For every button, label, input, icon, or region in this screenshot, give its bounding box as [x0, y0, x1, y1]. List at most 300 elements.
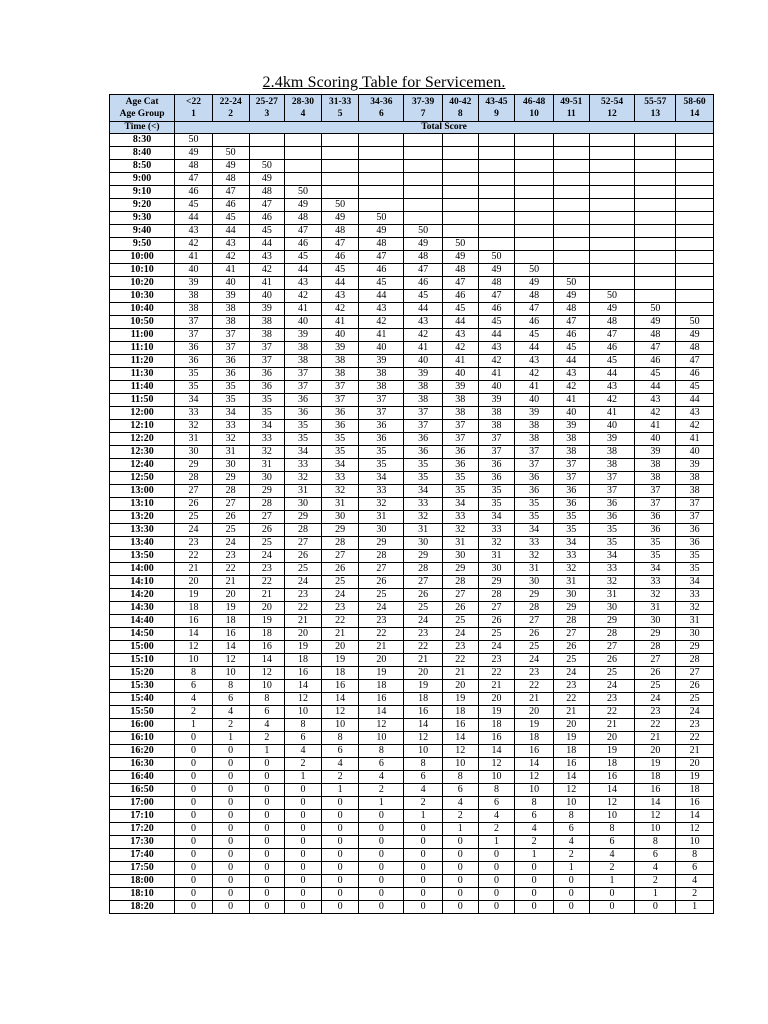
table-row: [110, 342, 714, 355]
score-cell: 8: [404, 758, 443, 771]
score-cell: 12: [285, 693, 322, 706]
score-cell: 48: [589, 316, 635, 329]
score-cell: 19: [553, 732, 589, 745]
score-cell: 36: [359, 433, 404, 446]
time-cell: 17:20: [110, 823, 175, 836]
score-cell: 45: [212, 212, 249, 225]
score-cell: 45: [515, 329, 554, 342]
score-cell: 10: [321, 719, 359, 732]
score-cell: 2: [175, 706, 213, 719]
score-cell: 36: [478, 459, 515, 472]
score-cell: 21: [285, 615, 322, 628]
score-cell: 33: [249, 433, 285, 446]
score-cell: 0: [404, 862, 443, 875]
score-cell: 18: [175, 602, 213, 615]
score-cell: 8: [175, 667, 213, 680]
table-row: [110, 849, 714, 862]
table-row: [110, 862, 714, 875]
empty-cell: [442, 199, 478, 212]
table-row: [110, 277, 714, 290]
score-cell: 35: [676, 563, 714, 576]
score-cell: 0: [589, 901, 635, 914]
score-cell: 8: [285, 719, 322, 732]
table-row: [110, 329, 714, 342]
score-cell: 30: [212, 459, 249, 472]
score-cell: 20: [553, 719, 589, 732]
score-cell: 44: [635, 381, 676, 394]
score-cell: 10: [249, 680, 285, 693]
score-cell: 0: [212, 901, 249, 914]
score-cell: 0: [442, 875, 478, 888]
table-row: [110, 290, 714, 303]
time-cell: 17:30: [110, 836, 175, 849]
score-cell: 39: [635, 446, 676, 459]
age-group-number: 11: [566, 109, 576, 119]
score-cell: 42: [553, 381, 589, 394]
age-range-label: 37-39: [412, 97, 435, 107]
score-cell: 36: [635, 511, 676, 524]
score-cell: 43: [175, 225, 213, 238]
score-cell: 2: [553, 849, 589, 862]
empty-cell: [478, 160, 515, 173]
age-column-header: [212, 95, 249, 122]
score-cell: 40: [515, 394, 554, 407]
score-cell: 10: [175, 654, 213, 667]
score-cell: 50: [478, 251, 515, 264]
age-column-header: [635, 95, 676, 122]
score-cell: 37: [321, 381, 359, 394]
age-range-label: 55-57: [644, 97, 667, 107]
score-cell: 25: [321, 576, 359, 589]
score-cell: 27: [553, 628, 589, 641]
score-cell: 20: [589, 732, 635, 745]
time-cell: 9:20: [110, 199, 175, 212]
score-cell: 29: [321, 524, 359, 537]
score-cell: 4: [321, 758, 359, 771]
empty-cell: [359, 186, 404, 199]
score-cell: 33: [515, 537, 554, 550]
score-cell: 20: [676, 758, 714, 771]
score-cell: 28: [515, 602, 554, 615]
score-cell: 20: [359, 654, 404, 667]
score-cell: 46: [175, 186, 213, 199]
age-group-number: 7: [420, 109, 426, 119]
time-cell: 14:30: [110, 602, 175, 615]
score-cell: 31: [212, 446, 249, 459]
table-row: [110, 719, 714, 732]
score-cell: 33: [212, 420, 249, 433]
score-cell: 12: [515, 771, 554, 784]
score-cell: 0: [404, 823, 443, 836]
empty-cell: [515, 225, 554, 238]
score-cell: 36: [553, 485, 589, 498]
score-cell: 43: [212, 238, 249, 251]
empty-cell: [478, 147, 515, 160]
table-row: [110, 355, 714, 368]
score-cell: 49: [249, 173, 285, 186]
table-row: [110, 524, 714, 537]
table-row: [110, 459, 714, 472]
time-cell: 14:10: [110, 576, 175, 589]
score-cell: 35: [285, 433, 322, 446]
score-cell: 0: [359, 823, 404, 836]
score-cell: 8: [515, 797, 554, 810]
score-cell: 29: [249, 485, 285, 498]
score-cell: 26: [359, 576, 404, 589]
empty-cell: [635, 225, 676, 238]
age-range-label: 43-45: [485, 97, 508, 107]
score-cell: 23: [359, 615, 404, 628]
time-cell: 11:40: [110, 381, 175, 394]
age-group-number: 9: [494, 109, 499, 119]
score-cell: 19: [285, 641, 322, 654]
score-cell: 31: [404, 524, 443, 537]
score-cell: 19: [515, 719, 554, 732]
score-cell: 29: [285, 511, 322, 524]
score-cell: 4: [478, 810, 515, 823]
score-cell: 50: [589, 290, 635, 303]
score-cell: 30: [285, 498, 322, 511]
score-cell: 39: [404, 368, 443, 381]
score-cell: 40: [404, 355, 443, 368]
age-range-label: <22: [186, 97, 201, 107]
score-cell: 28: [285, 524, 322, 537]
score-cell: 36: [249, 381, 285, 394]
score-cell: 22: [404, 641, 443, 654]
score-cell: 24: [589, 680, 635, 693]
score-cell: 47: [478, 290, 515, 303]
score-cell: 20: [635, 745, 676, 758]
score-cell: 30: [478, 563, 515, 576]
score-cell: 22: [589, 706, 635, 719]
score-cell: 34: [175, 394, 213, 407]
score-cell: 14: [635, 797, 676, 810]
age-range-label: 31-33: [329, 97, 352, 107]
score-cell: 12: [175, 641, 213, 654]
score-cell: 47: [175, 173, 213, 186]
score-cell: 28: [249, 498, 285, 511]
score-cell: 34: [589, 550, 635, 563]
time-cell: 17:50: [110, 862, 175, 875]
score-cell: 47: [404, 264, 443, 277]
score-cell: 48: [249, 186, 285, 199]
score-cell: 2: [635, 875, 676, 888]
score-cell: 0: [285, 888, 322, 901]
time-cell: 16:50: [110, 784, 175, 797]
score-cell: 43: [404, 316, 443, 329]
score-cell: 6: [249, 706, 285, 719]
score-cell: 36: [442, 446, 478, 459]
empty-cell: [515, 134, 554, 147]
score-cell: 0: [321, 862, 359, 875]
score-cell: 2: [285, 758, 322, 771]
score-cell: 27: [676, 667, 714, 680]
score-cell: 0: [321, 810, 359, 823]
table-row: [110, 212, 714, 225]
score-cell: 31: [553, 576, 589, 589]
score-cell: 50: [442, 238, 478, 251]
time-cell: 18:10: [110, 888, 175, 901]
score-cell: 12: [404, 732, 443, 745]
time-cell: 13:30: [110, 524, 175, 537]
age-range-label: 34-36: [370, 97, 393, 107]
score-cell: 47: [515, 303, 554, 316]
score-cell: 18: [442, 706, 478, 719]
score-cell: 36: [404, 446, 443, 459]
score-cell: 35: [515, 498, 554, 511]
score-cell: 41: [676, 433, 714, 446]
score-cell: 40: [676, 446, 714, 459]
score-cell: 2: [249, 732, 285, 745]
score-cell: 43: [285, 277, 322, 290]
empty-cell: [478, 186, 515, 199]
score-cell: 10: [589, 810, 635, 823]
score-cell: 0: [249, 849, 285, 862]
score-cell: 30: [515, 576, 554, 589]
score-cell: 0: [285, 862, 322, 875]
score-cell: 36: [553, 498, 589, 511]
score-cell: 19: [175, 589, 213, 602]
score-cell: 0: [404, 849, 443, 862]
score-cell: 26: [404, 589, 443, 602]
score-cell: 10: [212, 667, 249, 680]
score-cell: 31: [175, 433, 213, 446]
table-row: [110, 576, 714, 589]
score-cell: 31: [249, 459, 285, 472]
score-cell: 47: [285, 225, 322, 238]
time-cell: 9:30: [110, 212, 175, 225]
score-cell: 36: [404, 433, 443, 446]
score-cell: 12: [249, 667, 285, 680]
score-cell: 21: [635, 732, 676, 745]
score-cell: 37: [553, 472, 589, 485]
score-cell: 37: [478, 446, 515, 459]
score-cell: 0: [175, 771, 213, 784]
time-cell: 16:30: [110, 758, 175, 771]
score-cell: 42: [285, 290, 322, 303]
score-cell: 27: [635, 654, 676, 667]
time-cell: 15:40: [110, 693, 175, 706]
score-cell: 6: [553, 823, 589, 836]
age-range-label: 40-42: [449, 97, 472, 107]
score-cell: 6: [635, 849, 676, 862]
age-group-number: 13: [650, 109, 661, 119]
empty-cell: [359, 134, 404, 147]
score-cell: 6: [285, 732, 322, 745]
score-cell: 20: [321, 641, 359, 654]
score-cell: 32: [359, 498, 404, 511]
score-cell: 35: [478, 498, 515, 511]
score-cell: 49: [553, 290, 589, 303]
score-cell: 39: [359, 355, 404, 368]
table-row: [110, 147, 714, 160]
score-cell: 31: [589, 589, 635, 602]
table-row: [110, 693, 714, 706]
empty-cell: [321, 147, 359, 160]
score-cell: 0: [285, 810, 322, 823]
score-cell: 0: [321, 901, 359, 914]
score-cell: 20: [285, 628, 322, 641]
empty-cell: [404, 199, 443, 212]
score-cell: 19: [404, 680, 443, 693]
header-row-age: [110, 95, 714, 122]
score-cell: 38: [676, 472, 714, 485]
table-row: [110, 667, 714, 680]
score-cell: 21: [212, 576, 249, 589]
empty-cell: [553, 212, 589, 225]
score-cell: 30: [404, 537, 443, 550]
time-cell: 8:40: [110, 147, 175, 160]
score-cell: 33: [478, 524, 515, 537]
score-cell: 36: [478, 472, 515, 485]
score-cell: 18: [249, 628, 285, 641]
score-cell: 1: [321, 784, 359, 797]
empty-cell: [442, 225, 478, 238]
age-group-number: 4: [300, 109, 306, 119]
empty-cell: [553, 238, 589, 251]
score-cell: 25: [285, 563, 322, 576]
score-cell: 6: [212, 693, 249, 706]
score-cell: 29: [404, 550, 443, 563]
score-cell: 6: [515, 810, 554, 823]
score-cell: 50: [553, 277, 589, 290]
score-cell: 21: [553, 706, 589, 719]
score-cell: 0: [175, 784, 213, 797]
empty-cell: [404, 212, 443, 225]
time-cell: 10:40: [110, 303, 175, 316]
time-cell: 16:10: [110, 732, 175, 745]
empty-cell: [359, 199, 404, 212]
score-cell: 44: [478, 329, 515, 342]
score-cell: 49: [589, 303, 635, 316]
score-cell: 35: [553, 511, 589, 524]
score-cell: 40: [175, 264, 213, 277]
score-cell: 8: [478, 784, 515, 797]
score-cell: 39: [478, 394, 515, 407]
score-cell: 2: [321, 771, 359, 784]
time-cell: 13:20: [110, 511, 175, 524]
score-cell: 24: [478, 641, 515, 654]
score-cell: 0: [249, 862, 285, 875]
score-cell: 35: [249, 407, 285, 420]
score-cell: 32: [553, 563, 589, 576]
score-cell: 28: [442, 576, 478, 589]
time-cell: 18:20: [110, 901, 175, 914]
score-cell: 23: [676, 719, 714, 732]
empty-cell: [676, 186, 714, 199]
age-column-header: [676, 95, 714, 122]
score-cell: 45: [249, 225, 285, 238]
score-cell: 0: [442, 888, 478, 901]
score-cell: 38: [635, 472, 676, 485]
time-cell: 18:00: [110, 875, 175, 888]
score-cell: 45: [553, 342, 589, 355]
score-cell: 8: [589, 823, 635, 836]
score-cell: 34: [635, 563, 676, 576]
empty-cell: [359, 160, 404, 173]
score-cell: 24: [359, 602, 404, 615]
score-cell: 4: [212, 706, 249, 719]
score-cell: 44: [212, 225, 249, 238]
age-column-header: [359, 95, 404, 122]
table-row: [110, 368, 714, 381]
table-row: [110, 433, 714, 446]
empty-cell: [404, 134, 443, 147]
score-cell: 48: [635, 329, 676, 342]
score-cell: 4: [635, 862, 676, 875]
score-cell: 49: [175, 147, 213, 160]
score-cell: 18: [285, 654, 322, 667]
empty-cell: [635, 251, 676, 264]
score-cell: 21: [249, 589, 285, 602]
score-cell: 27: [321, 550, 359, 563]
score-cell: 36: [175, 342, 213, 355]
age-column-header: [442, 95, 478, 122]
score-cell: 38: [553, 446, 589, 459]
score-cell: 0: [404, 888, 443, 901]
score-cell: 30: [635, 615, 676, 628]
score-cell: 0: [175, 888, 213, 901]
empty-cell: [404, 186, 443, 199]
score-cell: 48: [359, 238, 404, 251]
score-cell: 43: [515, 355, 554, 368]
score-cell: 8: [635, 836, 676, 849]
score-cell: 14: [589, 784, 635, 797]
score-cell: 33: [676, 589, 714, 602]
score-cell: 38: [321, 368, 359, 381]
score-cell: 50: [175, 134, 213, 147]
score-cell: 44: [175, 212, 213, 225]
score-cell: 27: [212, 498, 249, 511]
score-cell: 50: [359, 212, 404, 225]
age-group-label: Age Group: [119, 109, 165, 119]
score-cell: 38: [249, 316, 285, 329]
score-cell: 38: [175, 290, 213, 303]
score-cell: 24: [442, 628, 478, 641]
score-cell: 34: [478, 511, 515, 524]
empty-cell: [589, 238, 635, 251]
score-cell: 38: [285, 342, 322, 355]
empty-cell: [321, 186, 359, 199]
score-cell: 34: [676, 576, 714, 589]
score-cell: 40: [249, 290, 285, 303]
score-cell: 0: [285, 784, 322, 797]
time-cell: 12:00: [110, 407, 175, 420]
score-cell: 49: [359, 225, 404, 238]
table-row: [110, 550, 714, 563]
score-cell: 35: [442, 485, 478, 498]
score-cell: 39: [676, 459, 714, 472]
score-cell: 0: [249, 823, 285, 836]
score-cell: 0: [359, 849, 404, 862]
score-cell: 16: [404, 706, 443, 719]
table-row: [110, 186, 714, 199]
score-cell: 33: [321, 472, 359, 485]
score-cell: 29: [478, 576, 515, 589]
score-cell: 19: [212, 602, 249, 615]
score-cell: 46: [676, 368, 714, 381]
score-cell: 22: [321, 615, 359, 628]
score-cell: 0: [359, 810, 404, 823]
score-cell: 0: [285, 875, 322, 888]
score-cell: 36: [321, 420, 359, 433]
empty-cell: [589, 134, 635, 147]
score-cell: 25: [212, 524, 249, 537]
score-cell: 24: [515, 654, 554, 667]
score-cell: 23: [404, 628, 443, 641]
table-row: [110, 628, 714, 641]
age-range-label: 22-24: [219, 97, 242, 107]
